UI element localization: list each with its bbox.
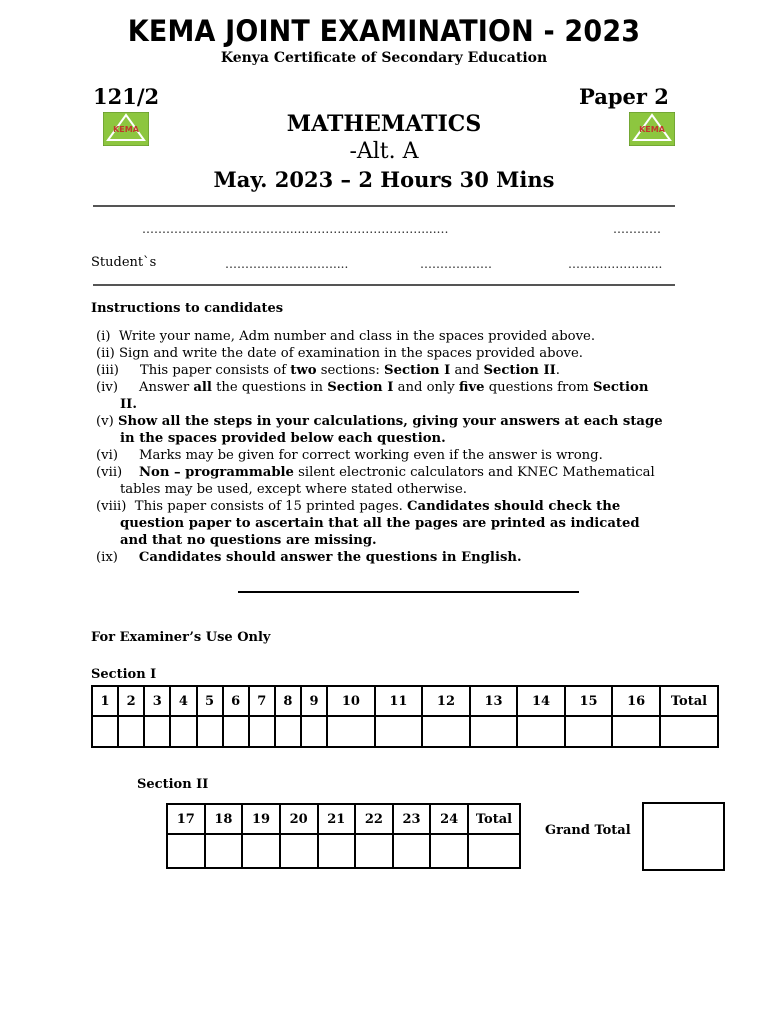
question-number: 4 bbox=[170, 686, 196, 716]
question-number: 17 bbox=[167, 804, 205, 834]
section2-score-table bbox=[166, 803, 521, 869]
question-number: 24 bbox=[430, 804, 468, 834]
question-number: 6 bbox=[223, 686, 249, 716]
question-number: 12 bbox=[422, 686, 470, 716]
mark-cell[interactable] bbox=[355, 834, 393, 868]
subject-variant: -Alt. A bbox=[349, 139, 419, 164]
question-number: 3 bbox=[144, 686, 170, 716]
question-number: 7 bbox=[249, 686, 275, 716]
section2-marks-row bbox=[167, 834, 520, 868]
date-dots[interactable]: ………… bbox=[613, 222, 661, 236]
instruction-item: (vii) Non – programmable silent electronic calculators and KNEC Mathematical tables may be used, except where stated otherwise. bbox=[96, 465, 655, 497]
divider-top bbox=[93, 205, 675, 207]
mark-cell[interactable] bbox=[393, 834, 431, 868]
mark-cell[interactable] bbox=[470, 716, 518, 747]
mark-cell[interactable] bbox=[249, 716, 275, 747]
instruction-item: (viii) This paper consists of 15 printed pages. Candidates should check the question paper to ascertain that all the pages are printed as indicated and that no questions are missing. bbox=[96, 499, 640, 548]
question-number: 11 bbox=[375, 686, 423, 716]
total-cell[interactable] bbox=[468, 834, 520, 868]
grand-total-label: Grand Total bbox=[545, 823, 631, 838]
mark-cell[interactable] bbox=[375, 716, 423, 747]
mark-cell[interactable] bbox=[197, 716, 223, 747]
subject-title: MATHEMATICS bbox=[286, 111, 482, 137]
question-number: 23 bbox=[393, 804, 431, 834]
instruction-item: (iv) Answer all the questions in Section I and only five questions from Section II. bbox=[96, 380, 649, 412]
mark-cell[interactable] bbox=[275, 716, 301, 747]
mark-cell[interactable] bbox=[280, 834, 318, 868]
question-number: 5 bbox=[197, 686, 223, 716]
section1-marks-row bbox=[92, 716, 718, 747]
question-number: 15 bbox=[565, 686, 613, 716]
instructions-heading: Instructions to candidates bbox=[91, 301, 284, 316]
mark-cell[interactable] bbox=[118, 716, 144, 747]
total-header: Total bbox=[468, 804, 520, 834]
total-cell[interactable] bbox=[660, 716, 718, 747]
question-number: 21 bbox=[318, 804, 356, 834]
question-number: 16 bbox=[612, 686, 660, 716]
question-number: 18 bbox=[205, 804, 243, 834]
paper-code: 121/2 bbox=[93, 84, 160, 109]
exam-title: KEMA JOINT EXAMINATION - 2023 bbox=[127, 14, 641, 48]
question-number: 14 bbox=[517, 686, 565, 716]
mark-cell[interactable] bbox=[92, 716, 118, 747]
section1-header-row bbox=[92, 686, 718, 716]
question-number: 13 bbox=[470, 686, 518, 716]
paper-number: Paper 2 bbox=[579, 84, 669, 109]
instruction-item: (ii) Sign and write the date of examination in the spaces provided above. bbox=[96, 346, 583, 361]
instruction-item: (ix) Candidates should answer the questions in English. bbox=[96, 550, 522, 565]
mark-cell[interactable] bbox=[565, 716, 613, 747]
mark-cell[interactable] bbox=[223, 716, 249, 747]
instruction-item: (vi) Marks may be given for correct working even if the answer is wrong. bbox=[96, 448, 603, 463]
instruction-item: (v) Show all the steps in your calculations, giving your answers at each stage in the spaces provided below each question. bbox=[96, 414, 663, 446]
section1-label: Section I bbox=[91, 667, 157, 682]
mark-cell[interactable] bbox=[612, 716, 660, 747]
mark-cell[interactable] bbox=[144, 716, 170, 747]
mark-cell[interactable] bbox=[167, 834, 205, 868]
instruction-item: (iii) This paper consists of two sections: Section I and Section II. bbox=[96, 363, 560, 378]
question-number: 20 bbox=[280, 804, 318, 834]
section1-score-table bbox=[91, 685, 719, 748]
name-dots[interactable]: ………………………………....…………………………....… bbox=[142, 222, 449, 236]
logo-text: KEMA bbox=[113, 125, 139, 134]
total-header: Total bbox=[660, 686, 718, 716]
question-number: 1 bbox=[92, 686, 118, 716]
instruction-item: (i) Write your name, Adm number and class in the spaces provided above. bbox=[96, 329, 596, 344]
question-number: 19 bbox=[242, 804, 280, 834]
grand-total-box[interactable] bbox=[642, 802, 725, 871]
student-dots-a[interactable]: ……………………….... bbox=[225, 257, 349, 271]
student-dots-c[interactable]: ……....………..... bbox=[568, 257, 663, 271]
exam-subtitle: Kenya Certificate of Secondary Education bbox=[220, 50, 548, 66]
mark-cell[interactable] bbox=[301, 716, 327, 747]
question-number: 9 bbox=[301, 686, 327, 716]
mark-cell[interactable] bbox=[327, 716, 375, 747]
student-dots-b[interactable]: ……………… bbox=[420, 257, 492, 271]
question-number: 2 bbox=[118, 686, 144, 716]
mark-cell[interactable] bbox=[205, 834, 243, 868]
section-separator bbox=[238, 591, 579, 593]
question-number: 22 bbox=[355, 804, 393, 834]
question-number: 8 bbox=[275, 686, 301, 716]
logo-text: KEMA bbox=[639, 125, 665, 134]
exam-date: May. 2023 – 2 Hours 30 Mins bbox=[213, 167, 555, 192]
question-number: 10 bbox=[327, 686, 375, 716]
mark-cell[interactable] bbox=[170, 716, 196, 747]
divider-bottom bbox=[93, 284, 675, 286]
mark-cell[interactable] bbox=[422, 716, 470, 747]
section2-header-row bbox=[167, 804, 520, 834]
examiner-heading: For Examiner’s Use Only bbox=[91, 630, 271, 645]
instructions-list bbox=[96, 328, 686, 566]
section2-label: Section II bbox=[137, 777, 209, 792]
mark-cell[interactable] bbox=[318, 834, 356, 868]
student-label: Student`s bbox=[91, 255, 157, 270]
mark-cell[interactable] bbox=[430, 834, 468, 868]
mark-cell[interactable] bbox=[517, 716, 565, 747]
mark-cell[interactable] bbox=[242, 834, 280, 868]
